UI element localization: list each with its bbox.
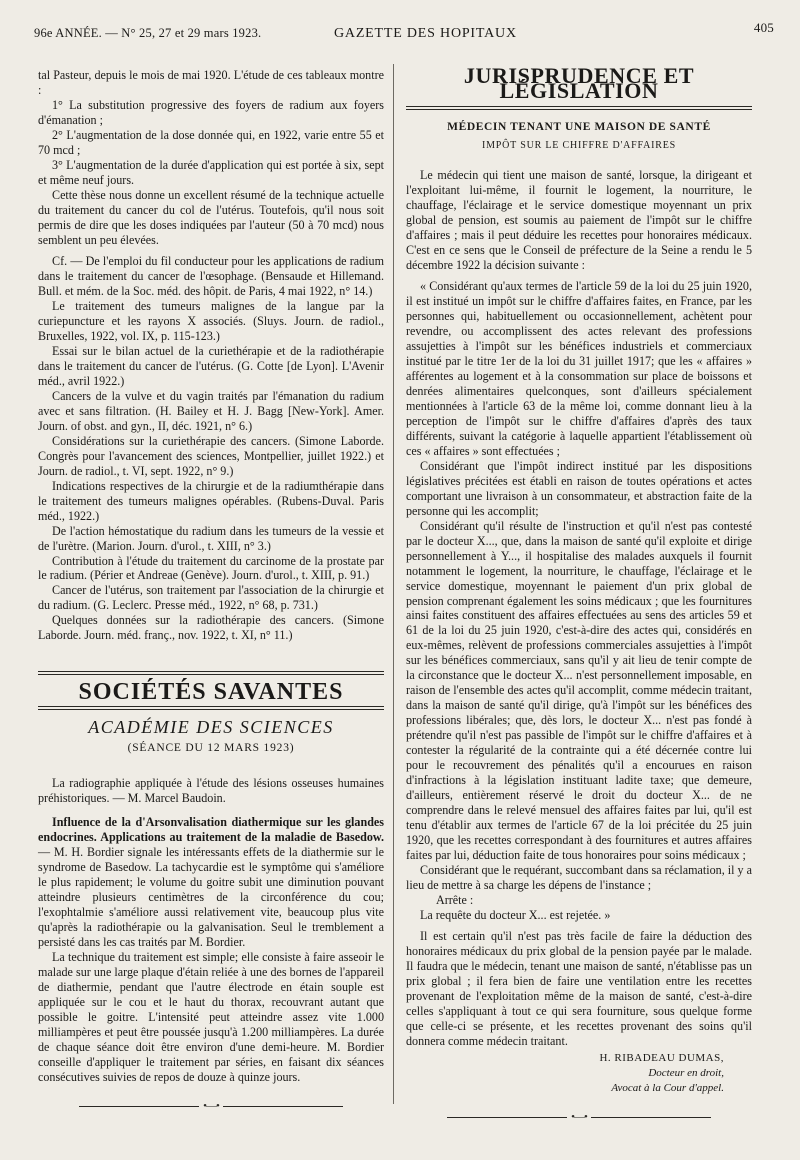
intro-paragraph: tal Pasteur, depuis le mois de mai 1920. L'étude de ces tableaux montre :: [38, 68, 384, 97]
signature-name: H. RIBADEAU DUMAS,: [599, 1052, 724, 1065]
decision-paragraph: Considérant que le requérant, succombant dans sa réclamation, il y a lieu de mettre à sa charge les dépens de l'instance ;: [406, 863, 752, 893]
journal-title: GAZETTE DES HOPITAUX: [334, 26, 517, 41]
closing-paragraph: Il est certain qu'il n'est pas très facile de faire la déduction des honoraires médicaux du prix global de la pension payée par le malade. Il faudra que le médecin, tenant une maison de santé, n'établisse pas un prix global ; il fera bien de faire une ventilation entre les recettes provenant de l'exploitation même de la maison de santé, c'est-à-dire celles s'appliquant à tout ce qui sera fourniture, sous quelque forme que celle-ci se présente, et les recettes provenant des soins qu'il donnera comme médecin traitant.: [406, 929, 752, 1049]
signature-title: Docteur en droit,: [648, 1067, 724, 1080]
running-head: [34, 18, 774, 46]
intro-paragraph: Cette thèse nous donne un excellent résumé de la technique actuelle du traitement du cancer du col de l'utérus. Toutefois, qu'il nous soit permis de dire que les doses indiquées par l'auteur (50 à 70 mcd) nous semblent un peu élevées.: [38, 187, 384, 247]
communication-bordier-technique: La technique du traitement est simple; elle consiste à faire asseoir le malade sur une large plaque d'étain reliée à une des bornes de l'appareil de diathermie, pendant que l'autre électrode en étain souple est appliquée sur le cou et le haut du thorax, recouvrant autant que possible le goitre. L'intensité peut atteindre assez vite 1.000 milliampères et peut être poussée jusqu'à 1.200 milliampères. La durée de chaque séance doit être environ d'une demi-heure. M. Bordier conseille d'appliquer le traitement par séries, en faisant dix séances consécutives suivies de repos de douze à quinze jours.: [38, 950, 384, 1085]
reference-item: De l'action hémostatique du radium dans les tumeurs de la vessie et de l'urètre. (Marion. Journ. d'urol., t. XIII, n° 3.): [38, 523, 384, 553]
end-ornament: •—•: [406, 1110, 752, 1125]
intro-paragraph: 1° La substitution progressive des foyers de radium aux foyers d'émanation ;: [38, 97, 384, 127]
communication-bordier-title: Influence de la d'Arsonvalisation diathermique sur les glandes endocrines. Applications au traitement de la maladie de Basedow.: [38, 815, 384, 845]
reference-item: Indications respectives de la chirurgie et de la radiumthérapie dans le traitement des tumeurs malignes opérables. (Rubens-Duval. Paris méd., 1922.): [38, 478, 384, 523]
reference-item: Contribution à l'étude du traitement du carcinome de la prostate par le radium. (Périer et Andreae (Genève). Journ. d'urol., t. XIII, p. 91.): [38, 553, 384, 583]
article-subtitle: IMPÔT SUR LE CHIFFRE D'AFFAIRES: [481, 139, 677, 151]
communication-baudoin: La radiographie appliquée à l'étude des lésions osseuses humaines préhistoriques. — M. Marcel Baudoin.: [38, 776, 384, 806]
decision-paragraph: Considérant qu'il résulte de l'instruction et qu'il n'est pas contesté par le docteur X..., que, dans la maison de santé qu'il exploite et dirige personnellement à Y..., il hospitalise des malades auxquels il fournit notamment le logement, la nourriture, le chauffage, l'éclairage et le service domestique, moyennant le paiement d'un prix global de pension comprenant également les soins médicaux ; que les fournitures ainsi faites constituent des affaires effectuées au sens des articles 59 et 61 de la loi du 25 juin 1920, c'est-à-dire des actes qui, considérés en eux-mêmes, relèvent de professions commerciales assujetties à l'impôt sur les bénéfices commerciaux, sans qu'il y ait lieu de tenir compte de la circonstance que le docteur X... n'est personnellement imposable, en raison de l'ensemble des actes qu'il accomplit, comme médecin traitant, dans la maison de santé qu'il dirige, qu'à l'impôt sur les bénéfices des professions libérales; que, dès lors, le docteur X... n'est pas fondé à prétendre qu'il n'est pas passible de l'impôt sur le chiffre d'affaires et à contester la régularité de la contrainte qui a été décernée contre lui pour le recouvrement des pénalités qu'il a encourues en raison d'infractions à la législation instituant ladite taxe; que demeure, d'ailleurs, entièrement réservé le droit du docteur X... de ne comprendre dans le relevé mensuel des affaires faites par lui, qu'il est tenu d'établir aux termes de l'article 67 de la loi précitée du 25 juin 1920, que les recettes correspondant à des fournitures et autres affaires faites par lui, déduction faite de tous honoraires pour soins médicaux ;: [406, 518, 752, 863]
reference-item: Cancer de l'utérus, son traitement par l'association de la chirurgie et du radium. (G. Leclerc. Presse méd., 1922, n° 68, p. 731.): [38, 583, 384, 613]
decision-paragraph: « Considérant qu'aux termes de l'article 59 de la loi du 25 juin 1920, il est institué un impôt sur le chiffre d'affaires faites, en France, par les personnes qui, habituellement ou occasionnellement, achètent pour revendre, ou accomplissent des actes relevant des professions assujetties à l'impôt sur les bénéfices industriels et commerciaux institué par le titre 1er de la loi du 31 juillet 1917; que les « affaires » afférentes au logement et à la consommation sur place de boissons et denrées alimentaires quelconques, sont d'ailleurs spécialement mentionnées à l'article 63 de la même loi, comme donnant lieu à la perception de l'impôt sur le chiffre d'affaires d'après des taux différents, suivant la catégorie à laquelle appartient l'établissement où ces « affaires » sont effectuées ;: [406, 278, 752, 458]
section-title-societes: SOCIÉTÉS SAVANTES: [78, 679, 344, 706]
left-column: [38, 68, 384, 1114]
section-rule: [38, 706, 384, 710]
reference-item: Cf. — De l'emploi du fil conducteur pour les applications de radium dans le traitement du cancer de l'œsophage. (Bensaude et Hillemand. Bull. et mém. de la Soc. méd. des hôpit. de Paris, 4 mai 1922, n° 14.): [38, 253, 384, 298]
decision-verdict: La requête du docteur X... est rejetée. »: [420, 908, 611, 923]
intro-paragraph: 3° L'augmentation de la durée d'application qui est portée à six, sept et même neuf jours.: [38, 157, 384, 187]
section-rule: [38, 671, 384, 675]
reference-item: Cancers de la vulve et du vagin traités par l'émanation du radium avec et sans filtration. (H. Bailey et H. J. Bagg [New-York]. Amer. Journ. of obst. and gyn., II, déc. 1921, n° 6.): [38, 388, 384, 433]
reference-item: Considérations sur la curiethérapie des cancers. (Simone Laborde. Congrès pour l'avancement des sciences, Montpellier, juillet 1922.) et Journ. de radiol., t. VI, sept. 1922, n° 9.): [38, 433, 384, 478]
communication-bordier-body: — M. H. Bordier signale les intéressants effets de la diathermie sur le syndrome de Basedow. La tachycardie est le symptôme qui s'améliore le plus rapidement; le volume du goitre subit une diminution pouvant atteindre plusieurs centimètres de la circonférence du cou; l'exophtalmie s'améliore aussi relativement vite, beaucoup plus vite qu'après la radiothérapie ou la galvanisation. Seul le tremblement a persisté dans les cas traités par M. Bordier.: [38, 845, 384, 950]
article-title: MÉDECIN TENANT UNE MAISON DE SANTÉ: [447, 120, 711, 133]
arrete-label: Arrête :: [436, 893, 474, 908]
reference-item: Quelques données sur la radiothérapie des cancers. (Simone Laborde. Journ. méd. franç., nov. 1922, t. XI, n° 11.): [38, 613, 384, 643]
section-title-jurisprudence: JURISPRUDENCE ET LÉGISLATION: [463, 63, 695, 103]
academie-title: ACADÉMIE DES SCIENCES: [88, 717, 334, 738]
reference-item: Le traitement des tumeurs malignes de la langue par la curiepuncture et les rayons X associés. (Sluys. Journ. de radiol., Bruxelles, 1922, vol. IX, p. 115-123.): [38, 298, 384, 343]
reference-item: Essai sur le bilan actuel de la curiethérapie et de la radiothérapie dans le traitement du cancer de l'utérus. (G. Cotte [de Lyon]. L'Avenir méd., avril 1922.): [38, 343, 384, 388]
section-rule: [406, 106, 752, 110]
issue-info: 96e ANNÉE. — N° 25, 27 et 29 mars 1923.: [34, 26, 262, 40]
signature-position: Avocat à la Cour d'appel.: [611, 1082, 724, 1094]
right-column: [406, 63, 752, 1125]
article-paragraph: Le médecin qui tient une maison de santé, lorsque, la dirigeant et l'exploitant lui-même, il fournit le logement, la nourriture, le chauffage, l'éclairage et le service domestique moyennant un prix global de pension, est soumis au paiement de l'impôt sur le chiffre d'affaires ; mais il peut déduire les recettes pour honoraires médicaux. C'est en ce sens que le Conseil de préfecture de la Seine a rendu le 5 décembre 1922 la décision suivante :: [406, 167, 752, 272]
column-divider: [393, 64, 394, 1104]
decision-paragraph: Considérant que l'impôt indirect institué par les dispositions législatives précitées est établi en raison de toutes opérations et actes comportant une livraison à un consommateur, et abstraction faite de la personne qui les accomplit;: [406, 458, 752, 518]
seance-date: (SÉANCE DU 12 MARS 1923): [127, 742, 295, 755]
intro-paragraph: 2° L'augmentation de la dose donnée qui, en 1922, varie entre 55 et 70 mcd ;: [38, 127, 384, 157]
signature: [406, 1051, 752, 1096]
communication-bordier: [38, 815, 384, 950]
end-ornament: •—•: [38, 1099, 384, 1114]
page-number: 405: [753, 20, 774, 35]
